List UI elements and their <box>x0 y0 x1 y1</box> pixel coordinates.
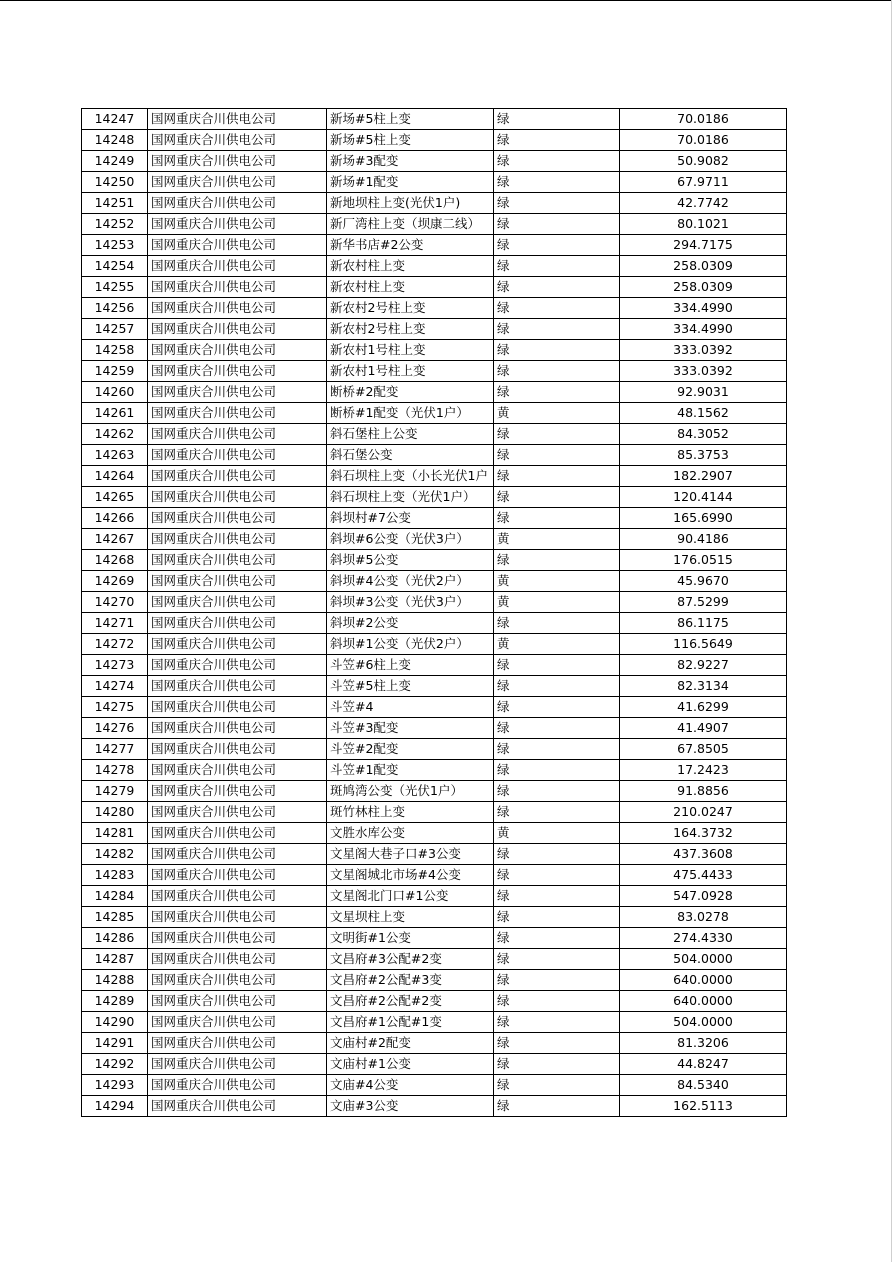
status-cell: 绿 <box>494 802 620 823</box>
transformer-name-cell: 斑竹林柱上变 <box>327 802 494 823</box>
company-cell: 国网重庆合川供电公司 <box>148 298 327 319</box>
table-row <box>82 970 787 991</box>
table-row <box>82 1054 787 1075</box>
value-cell: 176.0515 <box>620 550 787 571</box>
value-cell: 640.0000 <box>620 970 787 991</box>
transformer-name-cell: 斗笠#5柱上变 <box>327 676 494 697</box>
table-row <box>82 886 787 907</box>
status-cell: 绿 <box>494 865 620 886</box>
company-cell: 国网重庆合川供电公司 <box>148 592 327 613</box>
company-cell: 国网重庆合川供电公司 <box>148 970 327 991</box>
company-cell: 国网重庆合川供电公司 <box>148 382 327 403</box>
company-cell: 国网重庆合川供电公司 <box>148 571 327 592</box>
value-cell: 84.3052 <box>620 424 787 445</box>
transformer-name-cell: 新农村1号柱上变 <box>327 340 494 361</box>
table-row <box>82 697 787 718</box>
status-cell: 黄 <box>494 403 620 424</box>
company-cell: 国网重庆合川供电公司 <box>148 403 327 424</box>
company-cell: 国网重庆合川供电公司 <box>148 1033 327 1054</box>
value-cell: 92.9031 <box>620 382 787 403</box>
transformer-name-cell: 斜坝#1公变（光伏2户） <box>327 634 494 655</box>
status-cell: 绿 <box>494 1012 620 1033</box>
status-cell: 绿 <box>494 844 620 865</box>
transformer-name-cell: 文昌府#2公配#3变 <box>327 970 494 991</box>
transformer-name-cell: 断桥#2配变 <box>327 382 494 403</box>
table-row <box>82 445 787 466</box>
transformer-name-cell: 新场#3配变 <box>327 151 494 172</box>
value-cell: 294.7175 <box>620 235 787 256</box>
company-cell: 国网重庆合川供电公司 <box>148 277 327 298</box>
status-cell: 绿 <box>494 655 620 676</box>
status-cell: 绿 <box>494 424 620 445</box>
row-number-cell: 14272 <box>82 634 148 655</box>
company-cell: 国网重庆合川供电公司 <box>148 676 327 697</box>
value-cell: 42.7742 <box>620 193 787 214</box>
company-cell: 国网重庆合川供电公司 <box>148 823 327 844</box>
transformer-name-cell: 斑鸠湾公变（光伏1户） <box>327 781 494 802</box>
status-cell: 绿 <box>494 886 620 907</box>
transformer-name-cell: 文明街#1公变 <box>327 928 494 949</box>
row-number-cell: 14291 <box>82 1033 148 1054</box>
company-cell: 国网重庆合川供电公司 <box>148 466 327 487</box>
transformer-name-cell: 新场#5柱上变 <box>327 130 494 151</box>
status-cell: 绿 <box>494 508 620 529</box>
value-cell: 86.1175 <box>620 613 787 634</box>
company-cell: 国网重庆合川供电公司 <box>148 424 327 445</box>
status-cell: 绿 <box>494 760 620 781</box>
transformer-name-cell: 文庙#3公变 <box>327 1096 494 1117</box>
table-row <box>82 424 787 445</box>
company-cell: 国网重庆合川供电公司 <box>148 928 327 949</box>
row-number-cell: 14270 <box>82 592 148 613</box>
table-row <box>82 256 787 277</box>
transformer-name-cell: 新场#1配变 <box>327 172 494 193</box>
company-cell: 国网重庆合川供电公司 <box>148 319 327 340</box>
value-cell: 333.0392 <box>620 361 787 382</box>
status-cell: 黄 <box>494 634 620 655</box>
row-number-cell: 14267 <box>82 529 148 550</box>
value-cell: 17.2423 <box>620 760 787 781</box>
transformer-name-cell: 斜坝#4公变（光伏2户） <box>327 571 494 592</box>
value-cell: 333.0392 <box>620 340 787 361</box>
transformer-name-cell: 斜石堡柱上公变 <box>327 424 494 445</box>
table-row <box>82 907 787 928</box>
table-row <box>82 613 787 634</box>
company-cell: 国网重庆合川供电公司 <box>148 256 327 277</box>
status-cell: 绿 <box>494 172 620 193</box>
value-cell: 165.6990 <box>620 508 787 529</box>
row-number-cell: 14292 <box>82 1054 148 1075</box>
value-cell: 164.3732 <box>620 823 787 844</box>
value-cell: 258.0309 <box>620 277 787 298</box>
row-number-cell: 14278 <box>82 760 148 781</box>
table-row <box>82 382 787 403</box>
value-cell: 504.0000 <box>620 949 787 970</box>
company-cell: 国网重庆合川供电公司 <box>148 802 327 823</box>
company-cell: 国网重庆合川供电公司 <box>148 508 327 529</box>
transformer-name-cell: 文星阁北门口#1公变 <box>327 886 494 907</box>
status-cell: 绿 <box>494 445 620 466</box>
row-number-cell: 14247 <box>82 109 148 130</box>
table-row <box>82 1012 787 1033</box>
company-cell: 国网重庆合川供电公司 <box>148 991 327 1012</box>
table-row <box>82 550 787 571</box>
row-number-cell: 14283 <box>82 865 148 886</box>
company-cell: 国网重庆合川供电公司 <box>148 655 327 676</box>
transformer-name-cell: 新厂湾柱上变（坝康二线） <box>327 214 494 235</box>
value-cell: 274.4330 <box>620 928 787 949</box>
company-cell: 国网重庆合川供电公司 <box>148 865 327 886</box>
company-cell: 国网重庆合川供电公司 <box>148 214 327 235</box>
row-number-cell: 14293 <box>82 1075 148 1096</box>
row-number-cell: 14271 <box>82 613 148 634</box>
row-number-cell: 14268 <box>82 550 148 571</box>
table-row <box>82 298 787 319</box>
value-cell: 50.9082 <box>620 151 787 172</box>
value-cell: 70.0186 <box>620 109 787 130</box>
table-row <box>82 508 787 529</box>
transformer-name-cell: 新农村柱上变 <box>327 277 494 298</box>
status-cell: 绿 <box>494 256 620 277</box>
value-cell: 81.3206 <box>620 1033 787 1054</box>
transformer-name-cell: 斜坝#2公变 <box>327 613 494 634</box>
value-cell: 41.6299 <box>620 697 787 718</box>
table-row <box>82 1033 787 1054</box>
row-number-cell: 14254 <box>82 256 148 277</box>
table-row <box>82 529 787 550</box>
row-number-cell: 14253 <box>82 235 148 256</box>
transformer-name-cell: 斜石坝柱上变（光伏1户） <box>327 487 494 508</box>
transformer-name-cell: 斜石坝柱上变（小长光伏1户 <box>327 466 494 487</box>
transformer-name-cell: 文昌府#3公配#2变 <box>327 949 494 970</box>
status-cell: 绿 <box>494 130 620 151</box>
table-row <box>82 487 787 508</box>
status-cell: 绿 <box>494 214 620 235</box>
table-row <box>82 319 787 340</box>
company-cell: 国网重庆合川供电公司 <box>148 109 327 130</box>
status-cell: 绿 <box>494 109 620 130</box>
status-cell: 绿 <box>494 193 620 214</box>
row-number-cell: 14252 <box>82 214 148 235</box>
status-cell: 绿 <box>494 466 620 487</box>
company-cell: 国网重庆合川供电公司 <box>148 235 327 256</box>
status-cell: 绿 <box>494 907 620 928</box>
status-cell: 绿 <box>494 382 620 403</box>
status-cell: 绿 <box>494 739 620 760</box>
status-cell: 黄 <box>494 823 620 844</box>
status-cell: 绿 <box>494 1033 620 1054</box>
status-cell: 绿 <box>494 928 620 949</box>
company-cell: 国网重庆合川供电公司 <box>148 907 327 928</box>
row-number-cell: 14289 <box>82 991 148 1012</box>
table-row <box>82 340 787 361</box>
table-row <box>82 361 787 382</box>
row-number-cell: 14262 <box>82 424 148 445</box>
status-cell: 绿 <box>494 298 620 319</box>
table-row <box>82 466 787 487</box>
table-row <box>82 151 787 172</box>
row-number-cell: 14273 <box>82 655 148 676</box>
company-cell: 国网重庆合川供电公司 <box>148 781 327 802</box>
row-number-cell: 14281 <box>82 823 148 844</box>
status-cell: 绿 <box>494 949 620 970</box>
value-cell: 45.9670 <box>620 571 787 592</box>
table-row <box>82 718 787 739</box>
value-cell: 70.0186 <box>620 130 787 151</box>
row-number-cell: 14250 <box>82 172 148 193</box>
status-cell: 绿 <box>494 361 620 382</box>
transformer-name-cell: 新农村柱上变 <box>327 256 494 277</box>
row-number-cell: 14251 <box>82 193 148 214</box>
table-row <box>82 823 787 844</box>
company-cell: 国网重庆合川供电公司 <box>148 760 327 781</box>
transformer-name-cell: 斗笠#3配变 <box>327 718 494 739</box>
company-cell: 国网重庆合川供电公司 <box>148 1012 327 1033</box>
table-row <box>82 172 787 193</box>
transformer-name-cell: 文星坝柱上变 <box>327 907 494 928</box>
company-cell: 国网重庆合川供电公司 <box>148 130 327 151</box>
company-cell: 国网重庆合川供电公司 <box>148 844 327 865</box>
status-cell: 绿 <box>494 1054 620 1075</box>
company-cell: 国网重庆合川供电公司 <box>148 1054 327 1075</box>
table-body <box>82 109 787 1117</box>
company-cell: 国网重庆合川供电公司 <box>148 886 327 907</box>
status-cell: 绿 <box>494 151 620 172</box>
value-cell: 475.4433 <box>620 865 787 886</box>
row-number-cell: 14263 <box>82 445 148 466</box>
value-cell: 116.5649 <box>620 634 787 655</box>
value-cell: 437.3608 <box>620 844 787 865</box>
company-cell: 国网重庆合川供电公司 <box>148 340 327 361</box>
row-number-cell: 14261 <box>82 403 148 424</box>
value-cell: 67.8505 <box>620 739 787 760</box>
table-row <box>82 634 787 655</box>
status-cell: 绿 <box>494 781 620 802</box>
status-cell: 绿 <box>494 487 620 508</box>
transformer-name-cell: 新地坝柱上变(光伏1户) <box>327 193 494 214</box>
status-cell: 绿 <box>494 1075 620 1096</box>
transformer-name-cell: 文庙村#2配变 <box>327 1033 494 1054</box>
status-cell: 绿 <box>494 340 620 361</box>
transformer-name-cell: 斜坝#5公变 <box>327 550 494 571</box>
transformer-name-cell: 斜坝#3公变（光伏3户） <box>327 592 494 613</box>
table-row <box>82 844 787 865</box>
value-cell: 90.4186 <box>620 529 787 550</box>
company-cell: 国网重庆合川供电公司 <box>148 445 327 466</box>
table-row <box>82 571 787 592</box>
status-cell: 黄 <box>494 529 620 550</box>
value-cell: 162.5113 <box>620 1096 787 1117</box>
value-cell: 640.0000 <box>620 991 787 1012</box>
table-row <box>82 802 787 823</box>
row-number-cell: 14285 <box>82 907 148 928</box>
transformer-name-cell: 新农村2号柱上变 <box>327 319 494 340</box>
company-cell: 国网重庆合川供电公司 <box>148 949 327 970</box>
table-row <box>82 1075 787 1096</box>
transformer-name-cell: 新农村1号柱上变 <box>327 361 494 382</box>
company-cell: 国网重庆合川供电公司 <box>148 487 327 508</box>
row-number-cell: 14255 <box>82 277 148 298</box>
status-cell: 绿 <box>494 550 620 571</box>
row-number-cell: 14279 <box>82 781 148 802</box>
transformer-name-cell: 文胜水库公变 <box>327 823 494 844</box>
value-cell: 334.4990 <box>620 298 787 319</box>
table-row <box>82 991 787 1012</box>
company-cell: 国网重庆合川供电公司 <box>148 172 327 193</box>
company-cell: 国网重庆合川供电公司 <box>148 739 327 760</box>
value-cell: 83.0278 <box>620 907 787 928</box>
value-cell: 85.3753 <box>620 445 787 466</box>
value-cell: 87.5299 <box>620 592 787 613</box>
company-cell: 国网重庆合川供电公司 <box>148 1075 327 1096</box>
company-cell: 国网重庆合川供电公司 <box>148 613 327 634</box>
status-cell: 绿 <box>494 991 620 1012</box>
value-cell: 80.1021 <box>620 214 787 235</box>
company-cell: 国网重庆合川供电公司 <box>148 1096 327 1117</box>
company-cell: 国网重庆合川供电公司 <box>148 193 327 214</box>
table-row <box>82 130 787 151</box>
value-cell: 67.9711 <box>620 172 787 193</box>
row-number-cell: 14248 <box>82 130 148 151</box>
table-row <box>82 592 787 613</box>
table-row <box>82 235 787 256</box>
row-number-cell: 14256 <box>82 298 148 319</box>
transformer-name-cell: 斜石堡公变 <box>327 445 494 466</box>
row-number-cell: 14288 <box>82 970 148 991</box>
table-row <box>82 403 787 424</box>
table-row <box>82 109 787 130</box>
value-cell: 120.4144 <box>620 487 787 508</box>
transformer-name-cell: 新华书店#2公变 <box>327 235 494 256</box>
status-cell: 绿 <box>494 613 620 634</box>
row-number-cell: 14257 <box>82 319 148 340</box>
row-number-cell: 14269 <box>82 571 148 592</box>
company-cell: 国网重庆合川供电公司 <box>148 529 327 550</box>
transformer-name-cell: 文庙村#1公变 <box>327 1054 494 1075</box>
value-cell: 547.0928 <box>620 886 787 907</box>
transformer-name-cell: 斗笠#1配变 <box>327 760 494 781</box>
value-cell: 504.0000 <box>620 1012 787 1033</box>
transformer-name-cell: 文庙#4公变 <box>327 1075 494 1096</box>
row-number-cell: 14259 <box>82 361 148 382</box>
value-cell: 182.2907 <box>620 466 787 487</box>
transformer-name-cell: 斜坝村#7公变 <box>327 508 494 529</box>
table-row <box>82 193 787 214</box>
row-number-cell: 14274 <box>82 676 148 697</box>
table-row <box>82 760 787 781</box>
transformer-name-cell: 新场#5柱上变 <box>327 109 494 130</box>
value-cell: 44.8247 <box>620 1054 787 1075</box>
company-cell: 国网重庆合川供电公司 <box>148 718 327 739</box>
row-number-cell: 14266 <box>82 508 148 529</box>
status-cell: 黄 <box>494 592 620 613</box>
table-row <box>82 676 787 697</box>
company-cell: 国网重庆合川供电公司 <box>148 634 327 655</box>
transformer-name-cell: 文星阁大巷子口#3公变 <box>327 844 494 865</box>
transformer-name-cell: 新农村2号柱上变 <box>327 298 494 319</box>
page-top-border <box>0 0 892 1</box>
row-number-cell: 14282 <box>82 844 148 865</box>
company-cell: 国网重庆合川供电公司 <box>148 550 327 571</box>
table-row <box>82 865 787 886</box>
status-cell: 黄 <box>494 571 620 592</box>
transformer-name-cell: 斜坝#6公变（光伏3户） <box>327 529 494 550</box>
data-table <box>81 108 787 1117</box>
row-number-cell: 14287 <box>82 949 148 970</box>
status-cell: 绿 <box>494 697 620 718</box>
row-number-cell: 14294 <box>82 1096 148 1117</box>
value-cell: 258.0309 <box>620 256 787 277</box>
value-cell: 41.4907 <box>620 718 787 739</box>
table-row <box>82 277 787 298</box>
row-number-cell: 14276 <box>82 718 148 739</box>
status-cell: 绿 <box>494 1096 620 1117</box>
transformer-name-cell: 文昌府#2公配#2变 <box>327 991 494 1012</box>
value-cell: 84.5340 <box>620 1075 787 1096</box>
row-number-cell: 14280 <box>82 802 148 823</box>
company-cell: 国网重庆合川供电公司 <box>148 697 327 718</box>
transformer-name-cell: 斗笠#6柱上变 <box>327 655 494 676</box>
table-row <box>82 949 787 970</box>
value-cell: 82.9227 <box>620 655 787 676</box>
row-number-cell: 14290 <box>82 1012 148 1033</box>
row-number-cell: 14258 <box>82 340 148 361</box>
row-number-cell: 14265 <box>82 487 148 508</box>
row-number-cell: 14286 <box>82 928 148 949</box>
value-cell: 91.8856 <box>620 781 787 802</box>
status-cell: 绿 <box>494 718 620 739</box>
transformer-name-cell: 文星阁城北市场#4公变 <box>327 865 494 886</box>
status-cell: 绿 <box>494 235 620 256</box>
table-row <box>82 739 787 760</box>
value-cell: 334.4990 <box>620 319 787 340</box>
status-cell: 绿 <box>494 676 620 697</box>
row-number-cell: 14260 <box>82 382 148 403</box>
transformer-name-cell: 斗笠#2配变 <box>327 739 494 760</box>
row-number-cell: 14249 <box>82 151 148 172</box>
table-row <box>82 214 787 235</box>
value-cell: 48.1562 <box>620 403 787 424</box>
company-cell: 国网重庆合川供电公司 <box>148 361 327 382</box>
value-cell: 210.0247 <box>620 802 787 823</box>
transformer-name-cell: 断桥#1配变（光伏1户） <box>327 403 494 424</box>
status-cell: 绿 <box>494 319 620 340</box>
row-number-cell: 14264 <box>82 466 148 487</box>
company-cell: 国网重庆合川供电公司 <box>148 151 327 172</box>
table-row <box>82 781 787 802</box>
table-row <box>82 1096 787 1117</box>
table-row <box>82 655 787 676</box>
transformer-name-cell: 斗笠#4 <box>327 697 494 718</box>
value-cell: 82.3134 <box>620 676 787 697</box>
row-number-cell: 14284 <box>82 886 148 907</box>
row-number-cell: 14275 <box>82 697 148 718</box>
status-cell: 绿 <box>494 970 620 991</box>
table-row <box>82 928 787 949</box>
status-cell: 绿 <box>494 277 620 298</box>
row-number-cell: 14277 <box>82 739 148 760</box>
transformer-name-cell: 文昌府#1公配#1变 <box>327 1012 494 1033</box>
